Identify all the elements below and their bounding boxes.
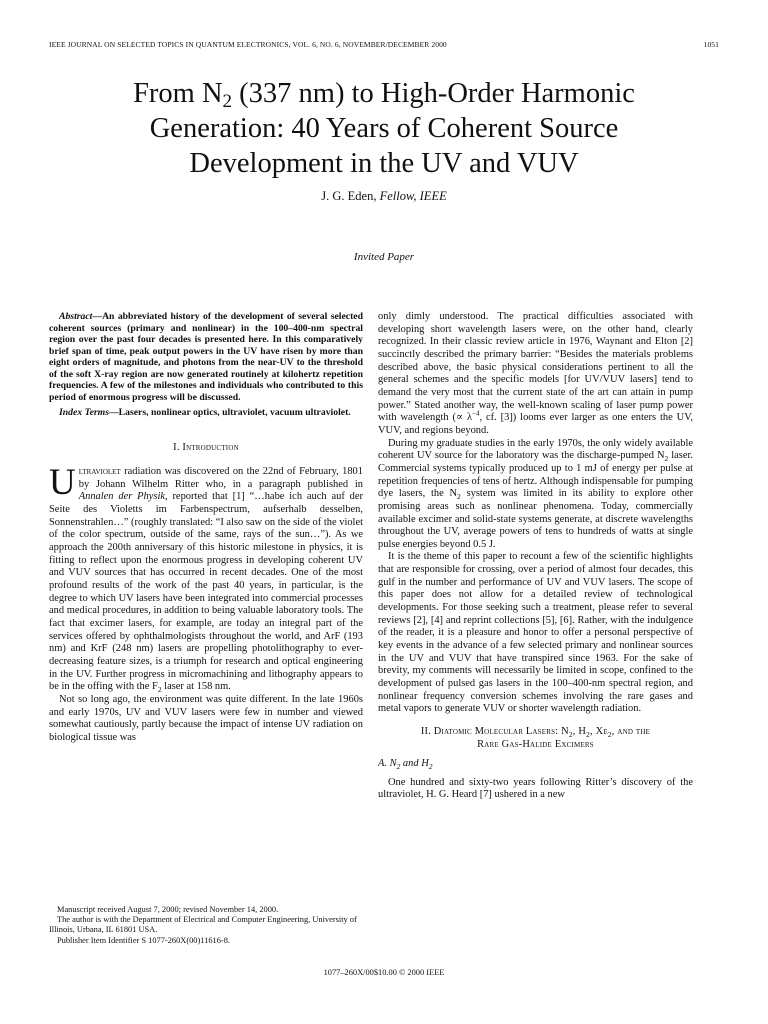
footnote-affiliation: The author is with the Department of Electrical and Computer Engineering, University of Illinois, Urbana, IL 61801 USA.: [49, 915, 357, 935]
right-column: [378, 311, 693, 802]
subsection-heading-n2-h2: A. $N_2$ and $H_2$: [378, 758, 433, 772]
intro-paragraph-3: During my graduate studies in the early 1970s, the only widely available coherent UV source for the laboratory was the discharge-pumped $N_2$ laser. Commercial systems typically produced up to 1 mJ of energy per pulse at repetition frequencies of tens of hertz. Although indispensable for pumping dye lasers, the $N_2$ system was limited in its ability to explore other promising areas such as nonlinear phenomena. Today, commercially available excimer and solid-state systems generate, at discrete wavelengths throughout the UV, average powers of tens to hundreds of watts at single pulse energies beyond 0.5 J.: [378, 437, 694, 550]
paper-type: Invited Paper: [353, 251, 415, 263]
page-number: 1051: [703, 40, 719, 49]
index-terms: [49, 407, 363, 419]
intro-paragraph-2-continued: only dimly understood. The practical difficulties associated with developing short wavelength lasers were, on the other hand, clearly recognized. In their classic review article in 1976, Waynant and Elton [2] succinctly described the primary barrier: “Besides the materials problems described above, the basic physical considerations pertinent to all the general schemes and the specific models [for UV/VUV lasers] tend to demand the very most that the current state of the art can attain in pump power.” Stated another way, the well-known scaling of laser pump power with wavelength (∝ $\lambda^{-4}$, cf. [3]) looms ever larger as one enters the UV, VUV, and regions beyond.: [378, 311, 693, 436]
section-heading-introduction: I. Introduction: [173, 441, 239, 453]
journal-name: IEEE JOURNAL ON SELECTED TOPICS IN QUANTUM ELECTRONICS, VOL. 6, NO. 6, NOVEMBER/DECEMBER 2000: [49, 40, 447, 49]
footnotes: [49, 905, 363, 946]
footnote-received: Manuscript received August 7, 2000; revised November 14, 2000.: [57, 905, 279, 914]
author-line: [0, 189, 768, 204]
abstract-label: Abstract: [59, 311, 93, 322]
left-column: [49, 311, 363, 745]
section2-paragraph-1: One hundred and sixty-two years following Ritter’s discovery of the ultraviolet, H. G. Heard [7] ushered in a new: [378, 776, 693, 801]
index-terms-label: Index Terms: [59, 407, 109, 418]
intro-paragraph-2: Not so long ago, the environment was quite different. In the late 1960s and early 1970s, UV and VUV lasers were few in number and viewed somewhat cautiously, partly because the impact of intense UV radiation on biological tissue was: [49, 693, 363, 743]
abstract-text: —An abbreviated history of the development of several selected coherent sources (primary and nonlinear) in the 100–400-nm spectral region over the past four decades is presented here. In this comparatively brief span of time, peak output powers in the UV have risen by more than eight orders of magnitude, and photons from the near-UV to the threshold of the soft X-ray region are now generated routinely at kilohertz repetition frequencies. A few of the milestones and individuals who contributed to this period of enormous progress will be discussed.: [49, 311, 363, 403]
author-name: J. G. Eden,: [321, 189, 377, 203]
section-heading-diatomic: II. Diatomic Molecular Lasers: $N_2$, $H_2$, $Xe_2$, and the Rare Gas-Halide Excimers: [420, 726, 651, 750]
intro-paragraph-1: Ultraviolet radiation was discovered on the 22nd of February, 1801 by Johann Wilhelm Ritter who, in a paragraph published in Annalen der Physik, reported that [1] “…habe ich auch auf der Seite des Violetts im Farbenspectrum, aufserhalb desselben, Sonnenstrahlen…” (roughly translated: “I also saw on the side of the violet of the color spectrum, outside of the same, rays of the sun…”). As we approach the 200th anniversary of this historic milestone in physics, it is fitting to reflect upon the enormous progress in developing coherent UV and VUV sources that has occurred in recent decades. One of the most profound results of the work of the past 40 years, in particular, is the degree to which UV lasers have been integrated into commercial processes and medical procedures, in addition to being valuable laboratory tools. The fact that excimer lasers, for example, are today an integral part of the services offered by ophthalmologists throughout the world, and ArF (193 nm) and KrF (248 nm) lasers are propelling photolithography to ever-decreasing feature sizes, is a triumph for research and optical engineering in the UV. Further progress in micromachining and lithography appears to be in the offing with the $F_2$ laser at 158 nm.: [49, 462, 363, 695]
abstract: [49, 311, 363, 403]
title-line-1: From $N_2$ (337 nm) to High-Order Harmonic: [133, 78, 635, 112]
title-line-3: Development in the UV and VUV: [189, 148, 579, 179]
index-terms-text: —Lasers, nonlinear optics, ultraviolet, vacuum ultraviolet.: [108, 407, 351, 418]
paper-title: [60, 76, 708, 181]
copyright-footer: 1077–260X/00$10.00 © 2000 IEEE: [323, 968, 445, 977]
drop-cap: U: [49, 462, 76, 504]
title-line-2: Generation: 40 Years of Coherent Source: [149, 113, 619, 144]
footnote-identifier: Publisher Item Identifier S 1077-260X(00)11616-8.: [57, 935, 230, 945]
author-membership: Fellow, IEEE: [379, 189, 447, 203]
intro-paragraph-4: It is the theme of this paper to recount a few of the scientific highlights that are responsible for crossing, over a period of almost four decades, this gulf in the number and performance of UV and VUV lasers. The scope of this paper does not allow for a detailed review of technological developments. For those seeking such a treatment, please refer to several reviews [2], [4] and reprint collections [5], [6]. Rather, with the indulgence of the reader, it is a pleasure and honor to offer a personal perspective of key events in the advance of a few selected primary and nonlinear sources in the UV and VUV that have transpired since 1963. For the sake of brevity, my comments will necessarily be limited in scope, confined to the development of pulsed gas lasers in the 100–400-nm spectral region, and nonlinear frequency conversion schemes involving the rare gases and metal vapors to generate VUV or shorter wavelength radiation.: [378, 551, 693, 715]
